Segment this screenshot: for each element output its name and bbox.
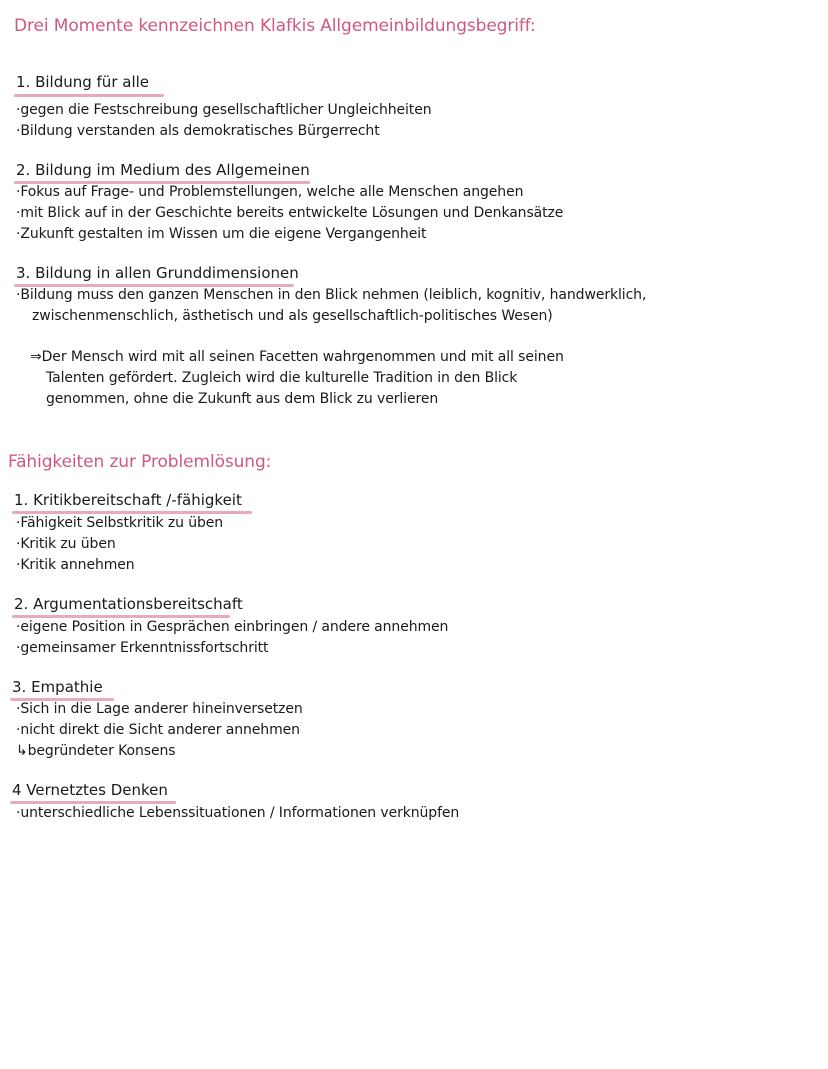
list-item: ·Bildung muss den ganzen Menschen in den Blick nehmen (leiblich, kognitiv, handwerklich, — [16, 287, 647, 303]
list-item: ·Kritik annehmen — [16, 557, 135, 573]
heading-bildung-im-medium: 2. Bildung im Medium des Allgemeinen — [16, 161, 310, 179]
heading-underline — [12, 615, 230, 618]
list-item: ·Sich in die Lage anderer hineinversetzen — [16, 701, 303, 717]
heading-bildung-grunddimensionen: 3. Bildung in allen Grunddimensionen — [16, 264, 299, 282]
list-item: ·gemeinsamer Erkenntnissfortschritt — [16, 640, 269, 656]
conclusion-line: ⇒Der Mensch wird mit all seinen Facetten wahrgenommen und mit all seinen — [30, 349, 564, 365]
section-title-problemloesung: Fähigkeiten zur Problemlösung: — [8, 452, 272, 472]
list-item: ·eigene Position in Gesprächen einbringen / andere annehmen — [16, 619, 449, 635]
heading-empathie: 3. Empathie — [12, 678, 103, 696]
heading-vernetztes-denken: 4 Vernetztes Denken — [12, 781, 168, 799]
heading-argumentationsbereitschaft: 2. Argumentationsbereitschaft — [14, 595, 243, 613]
section-title-klafki: Drei Momente kennzeichnen Klafkis Allgemeinbildungsbegriff: — [14, 16, 536, 36]
list-item: ·gegen die Festschreibung gesellschaftlicher Ungleichheiten — [16, 102, 432, 118]
list-item: ·unterschiedliche Lebenssituationen / Informationen verknüpfen — [16, 805, 460, 821]
list-item: ·mit Blick auf in der Geschichte bereits entwickelte Lösungen und Denkansätze — [16, 205, 564, 221]
heading-underline — [10, 801, 176, 804]
list-item: zwischenmenschlich, ästhetisch und als gesellschaftlich-politisches Wesen) — [32, 308, 553, 324]
list-item: ↳begründeter Konsens — [16, 743, 176, 759]
list-item: ·Bildung verstanden als demokratisches Bürgerrecht — [16, 123, 380, 139]
heading-bildung-fuer-alle: 1. Bildung für alle — [16, 73, 150, 91]
heading-underline — [14, 94, 164, 97]
conclusion-line: Talenten gefördert. Zugleich wird die kulturelle Tradition in den Blick — [46, 370, 518, 386]
heading-kritikbereitschaft: 1. Kritikbereitschaft /-fähigkeit — [14, 491, 242, 509]
list-item: ·Kritik zu üben — [16, 536, 116, 552]
conclusion-line: genommen, ohne die Zukunft aus dem Blick zu verlieren — [46, 391, 439, 407]
heading-underline — [12, 511, 252, 514]
list-item: ·Fähigkeit Selbstkritik zu üben — [16, 515, 224, 531]
list-item: ·Zukunft gestalten im Wissen um die eigene Vergangenheit — [16, 226, 427, 242]
list-item: ·nicht direkt die Sicht anderer annehmen — [16, 722, 300, 738]
list-item: ·Fokus auf Frage- und Problemstellungen, welche alle Menschen angehen — [16, 184, 524, 200]
